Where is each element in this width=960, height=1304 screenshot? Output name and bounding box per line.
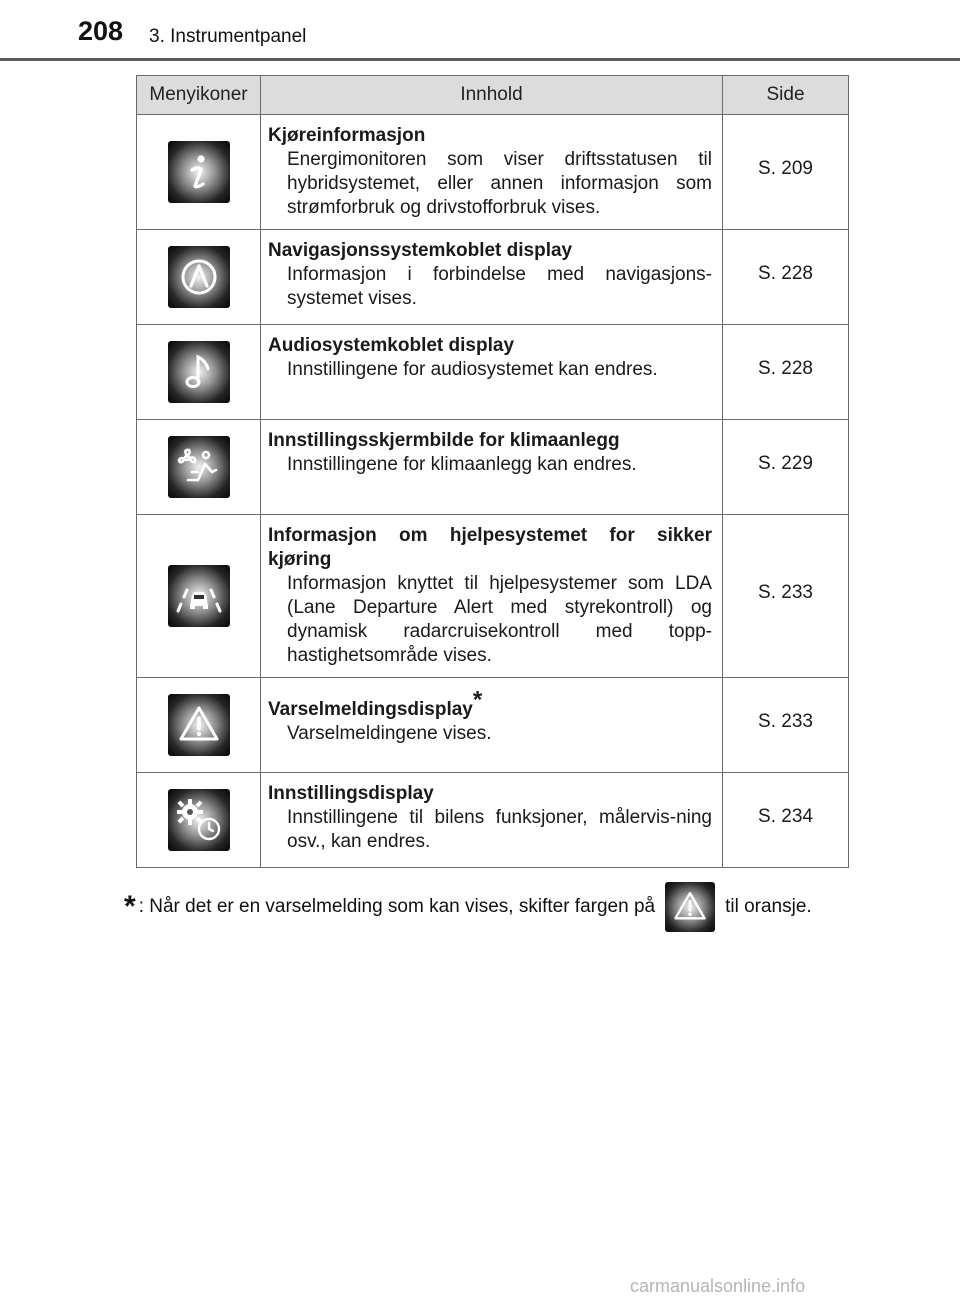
icon-cell <box>137 115 261 230</box>
footnote-text-before: : Når det er en varselmelding som kan vises, skifter fargen på <box>138 896 656 917</box>
info-icon <box>168 141 230 203</box>
item-title: Audiosystemkoblet display <box>268 335 515 356</box>
footnote-text-after: til oransje. <box>725 896 812 917</box>
content-cell <box>261 678 723 773</box>
table-row <box>137 420 849 515</box>
warning-icon <box>168 694 230 756</box>
page-reference: S. 233 <box>723 515 849 678</box>
item-title: Innstillingsdisplay <box>268 783 434 804</box>
watermark: carmanualsonline.info <box>630 1276 806 1296</box>
icon-cell <box>137 230 261 325</box>
page-header <box>0 0 960 62</box>
table-row <box>137 230 849 325</box>
settings-icon <box>168 789 230 851</box>
menu-icons-table <box>136 75 849 868</box>
page-reference: S. 233 <box>723 678 849 773</box>
table-row <box>137 678 849 773</box>
item-title: Informasjon om hjelpesystemet for sikker kjøring <box>268 525 712 570</box>
table-row <box>137 515 849 678</box>
footnote-star: * <box>124 890 136 923</box>
footnote <box>124 882 812 932</box>
driving-assist-icon <box>168 565 230 627</box>
page-number: 208 <box>78 16 124 46</box>
table-row <box>137 115 849 230</box>
page-reference: S. 229 <box>723 420 849 515</box>
warning-icon <box>665 882 715 932</box>
item-title: Innstillingsskjermbilde for klimaanlegg <box>268 430 620 451</box>
column-header-icons: Menyikoner <box>137 76 261 115</box>
item-description: Innstillingene for klimaanlegg kan endres. <box>287 454 637 475</box>
content-cell <box>261 325 723 420</box>
page-reference: S. 234 <box>723 773 849 868</box>
icon-cell <box>137 420 261 515</box>
icon-cell <box>137 515 261 678</box>
page-reference: S. 228 <box>723 230 849 325</box>
item-title: Navigasjonssystemkoblet display <box>268 240 573 261</box>
icon-cell <box>137 773 261 868</box>
content-cell <box>261 773 723 868</box>
footnote-marker: * <box>472 686 483 714</box>
item-title: Varselmeldingsdisplay* <box>268 686 483 720</box>
column-header-content: Innhold <box>261 76 723 115</box>
item-description: Innstillingene til bilens funksjoner, målervis-ning osv., kan endres. <box>287 807 712 852</box>
column-header-page: Side <box>723 76 849 115</box>
table-row <box>137 773 849 868</box>
icon-cell <box>137 678 261 773</box>
table-row <box>137 325 849 420</box>
header-rule <box>0 58 960 61</box>
item-description: Innstillingene for audiosystemet kan endres. <box>287 359 658 380</box>
content-cell <box>261 420 723 515</box>
icon-cell <box>137 325 261 420</box>
item-title: Kjøreinformasjon <box>268 125 426 146</box>
climate-icon <box>168 436 230 498</box>
table-header-row <box>137 76 849 115</box>
navigation-icon <box>168 246 230 308</box>
content-cell <box>261 115 723 230</box>
page-reference: S. 228 <box>723 325 849 420</box>
item-description: Informasjon i forbindelse med navigasjons-systemet vises. <box>287 264 712 309</box>
music-note-icon <box>168 341 230 403</box>
item-description: Varselmeldingene vises. <box>287 723 492 744</box>
item-description: Energimonitoren som viser driftsstatusen til hybridsystemet, eller annen informasjon som strømforbruk og drivstofforbruk vises. <box>287 149 712 218</box>
page-reference: S. 209 <box>723 115 849 230</box>
content-cell <box>261 230 723 325</box>
section-title: 3. Instrumentpanel <box>149 26 307 47</box>
item-description: Informasjon knyttet til hjelpesystemer som LDA (Lane Departure Alert med styrekontroll) og dynamisk radarcruisekontroll med topp-hastighetsområde vises. <box>287 573 712 666</box>
content-cell <box>261 515 723 678</box>
